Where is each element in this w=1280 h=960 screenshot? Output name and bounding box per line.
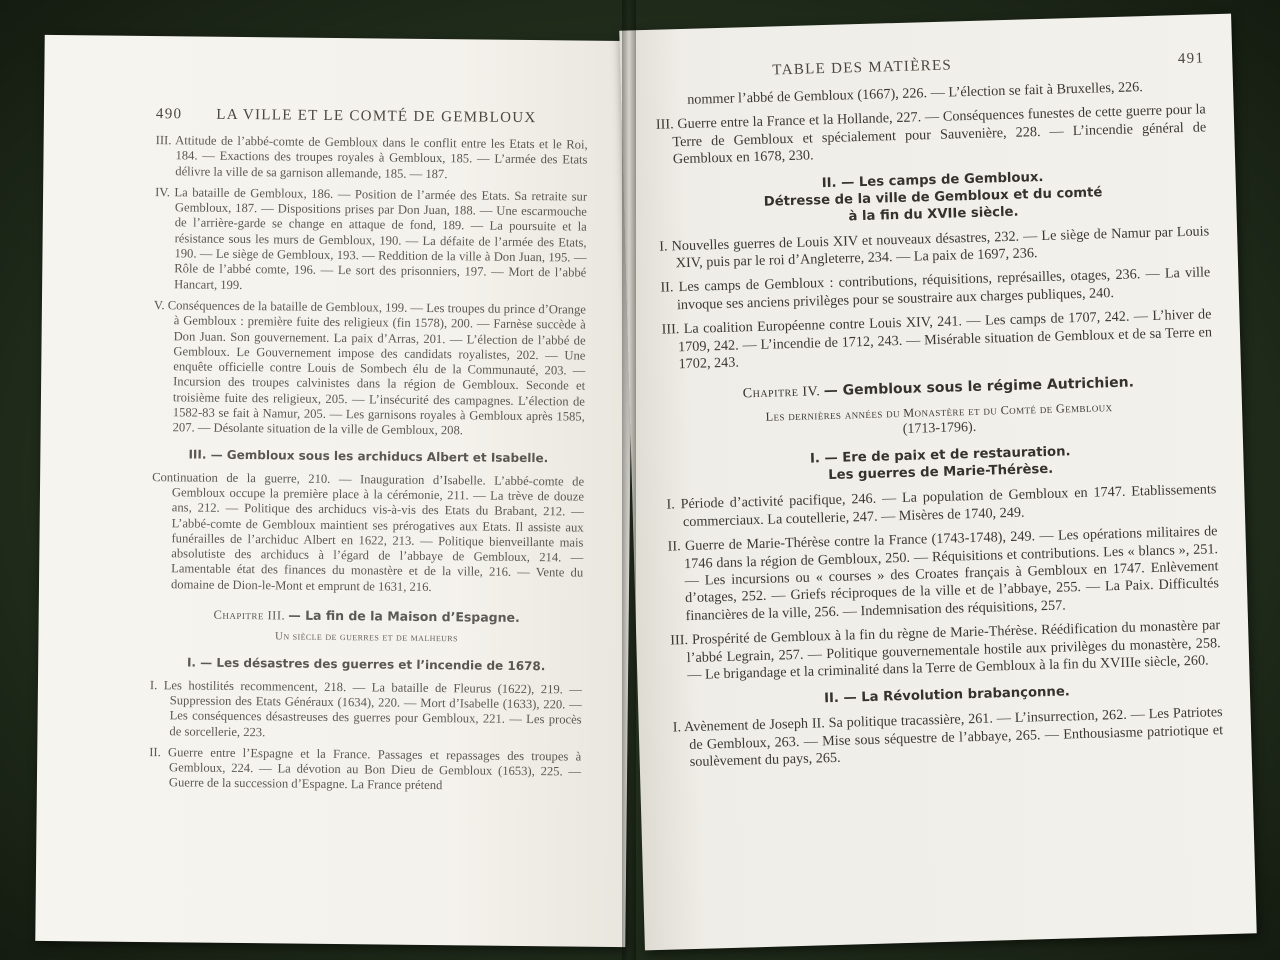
right-page-number: 491 — [1177, 50, 1205, 68]
right-running-head — [654, 50, 1204, 82]
left-entries — [149, 133, 588, 795]
toc-entry: III. Guerre entre la France et la Hollande, 227. — Conséquences funestes de cette guerre pour la Terre de Gembloux et spécialement pour Sauvenière, 228. — L’incendie général de Gembloux en 1678, 230. — [655, 101, 1207, 168]
toc-entry: III. La coalition Européenne contre Louis XIV, 241. — Les camps de 1707, 242. — L’hiver de 1709, 242. — L’incendie de 1712, 243. — Misérable situation de Gembloux et de sa Terre en 1702, 243. — [661, 306, 1213, 373]
chapter-label: Chapitre IV. — [742, 384, 821, 402]
chapter-title: — La fin de la Maison d’Espagne. — [288, 607, 520, 625]
toc-entry: II. Les camps de Gembloux : contributions, réquisitions, représailles, otages, 236. — La ville invoque ses anciens privilèges pour se soustraire aux charges publiques, 240. — [660, 264, 1211, 314]
toc-entry: V. Conséquences de la bataille de Gembloux, 199. — Les troupes du prince d’Orange à Gembloux : première fuite des religieux (fin 1578), 200. — Farnèse succède à Don Juan. Son gouvernement. La paix d’Arras, 201. — L’élection de l’abbé de Gembloux. Le Gouvernement impose des candidats royalistes, 202. — Une enquête officielle contre Louis de Sombech élu de la Communauté, 203. — Incursion des troupes calvinistes dans la région de Gembloux. Seconde et troisième fuite des religieux, 205. — L’insécurité des campagnes. L’élection de 1582-83 se fait à Namur, 205. — Les garnisons royales à Gembloux après 1585, 207. — Désolante situation de la ville de Gembloux, 208. — [153, 298, 586, 438]
right-page — [619, 14, 1256, 951]
toc-entry: II. Guerre entre l’Espagne et la France. Passages et repassages des troupes à Gembloux, 224. — La dévotion au Bon Dieu de Gembloux (1653), 225. — Guerre de la succession d’Espagne. La France prétend — [149, 744, 582, 793]
section-heading: II. — La Révolution brabançonne. — [823, 684, 1071, 707]
right-running-title: TABLE DES MATIÈRES — [772, 57, 953, 79]
section-heading-line: I. — Ere de paix et de restauration. — [809, 444, 1071, 467]
section-heading — [665, 440, 1216, 489]
chapter-heading — [151, 606, 583, 627]
left-running-title: LA VILLE ET LE COMTÉ DE GEMBLOUX — [216, 106, 537, 127]
toc-entry: IV. La bataille de Gembloux, 186. — Position de l’armée des Etats. Sa retraite sur Gembloux, 187. — Dispositions prises par Don Juan, 188. — Une escarmouche de l’arrière-garde se change en attaque de fond, 189. — La poursuite et la résistance sous les murs de Gembloux, 190. — La défaite de l’armée des Etats, 190. — Le siège de Gembloux, 193. — Reddition de la ville à Don Juan, 195. — Rôle de l’abbé comte, 196. — Le sort des prisonniers, 197. — Mort de l’abbé Hancart, 199. — [155, 184, 588, 292]
book-spine-shadow — [622, 0, 636, 960]
toc-entry: Continuation de la guerre, 210. — Inauguration d’Isabelle. L’abbé-comte de Gembloux occupe la première place à la cérémonie, 211. — La trève de douze ans, 212. — Politique des archiducs vis-à-vis des Etats du Brabant, 212. — L’abbé-comte de Gembloux maintient ses prérogatives aux Etats. Il assiste aux funérailles de l’archiduc Albert en 1622, 213. — Politique bienveillante mais absolutiste des archiducs à l’égard de l’abbaye de Gembloux, 214. — Lamentable état des finances du monastère et de la ville, 216. — Vente du domaine de Dion-le-Mont et emprunt de 1631, 216. — [152, 469, 585, 594]
left-page — [35, 35, 634, 947]
section-heading: I. — Les désastres des guerres et l’incendie de 1678. — [186, 655, 546, 673]
toc-entry: I. Avènement de Joseph II. Sa politique tracassière, 261. — L’insurrection, 262. — Les Patriotes de Gembloux, 263. — Mise sous séquestre de l’abbaye, 265. — Enthousiasme patriotique et soulèvement du pays, 265. — [672, 704, 1224, 771]
toc-entry: III. Prospérité de Gembloux à la fin du règne de Marie-Thérèse. Réédification du monastère par l’abbé Legrain, 257. — Politique gouvernementale hostile aux privilèges du monastère, 258. — Le brigandage et la criminalité dans la Terre de Gembloux à la fin du XVIIIe siècle, 260. — [670, 617, 1221, 684]
toc-entry: I. Les hostilités recommencent, 218. — La bataille de Fleurus (1622), 219. — Suppression des Etats Généraux (1634), 220. — Mort d’Isabelle (1633), 220. — Les conséquences désastreuses des guerres pour Gembloux, 221. — Les procès de sorcellerie, 223. — [149, 677, 583, 739]
section-heading — [657, 164, 1208, 230]
left-running-head — [156, 106, 588, 128]
section-heading-line: Les guerres de Marie-Thérèse. — [828, 462, 1054, 484]
chapter-label: Chapitre III. — [213, 607, 286, 623]
section-heading-line: II. — Les camps de Gembloux. — [821, 169, 1044, 191]
left-page-number: 490 — [155, 106, 183, 123]
chapter-subtitle: Un siècle de guerres et de malheurs — [274, 630, 458, 645]
section-heading-line: Détresse de la ville de Gembloux et du comté — [763, 184, 1103, 210]
toc-entry: II. Guerre de Marie-Thérèse contre la France (1743-1748), 249. — Les opérations militaires de 1746 dans la région de Gembloux, 250. — Réquisitions et contributions. Les « blancs », 251. — Les incursions ou « courses » des Croates français à Gembloux en 1747. Enlèvement d’otages, 252. — Griefs réciproques de la ville et de l’abbaye, 255. — La Paix. Difficultés financières de la ville, 256. — Indemnisation des réquisitions, 257. — [667, 523, 1220, 624]
toc-entry: I. Période d’activité pacifique, 246. — La population de Gembloux en 1747. Etablissements commerciaux. La coutellerie, 247. — Misères de 1740, 249. — [666, 481, 1217, 530]
section-heading-line: à la fin du XVIIe siècle. — [848, 204, 1019, 225]
toc-entry: III. Attitude de l’abbé-comte de Gembloux dans le conflit entre les Etats et le Roi, 184. — Exactions des troupes royales à Gembloux, 185. — L’armée des Etats délivre la ville de sa garnison allemande, 185. — 187. — [155, 133, 588, 181]
chapter-subtitle: Les dernières années du Monastère et du Comté de Gembloux — [765, 399, 1113, 424]
toc-entry: nommer l’abbé de Gembloux (1667), 226. — L’élection se fait à Bruxelles, 226. — [687, 79, 1144, 108]
right-entries — [655, 77, 1224, 772]
chapter-dates: (1713-1796). — [902, 419, 977, 437]
toc-entry: I. Nouvelles guerres de Louis XIV et nouveaux désastres, 232. — Le siège de Namur par Louis XIV, puis par le roi d’Angleterre, 234. — La paix de 1697, 236. — [659, 222, 1210, 272]
chapter-title: — Gembloux sous le régime Autrichien. — [823, 374, 1135, 400]
section-heading: III. — Gembloux sous les archiducs Albert et Isabelle. — [188, 447, 549, 465]
